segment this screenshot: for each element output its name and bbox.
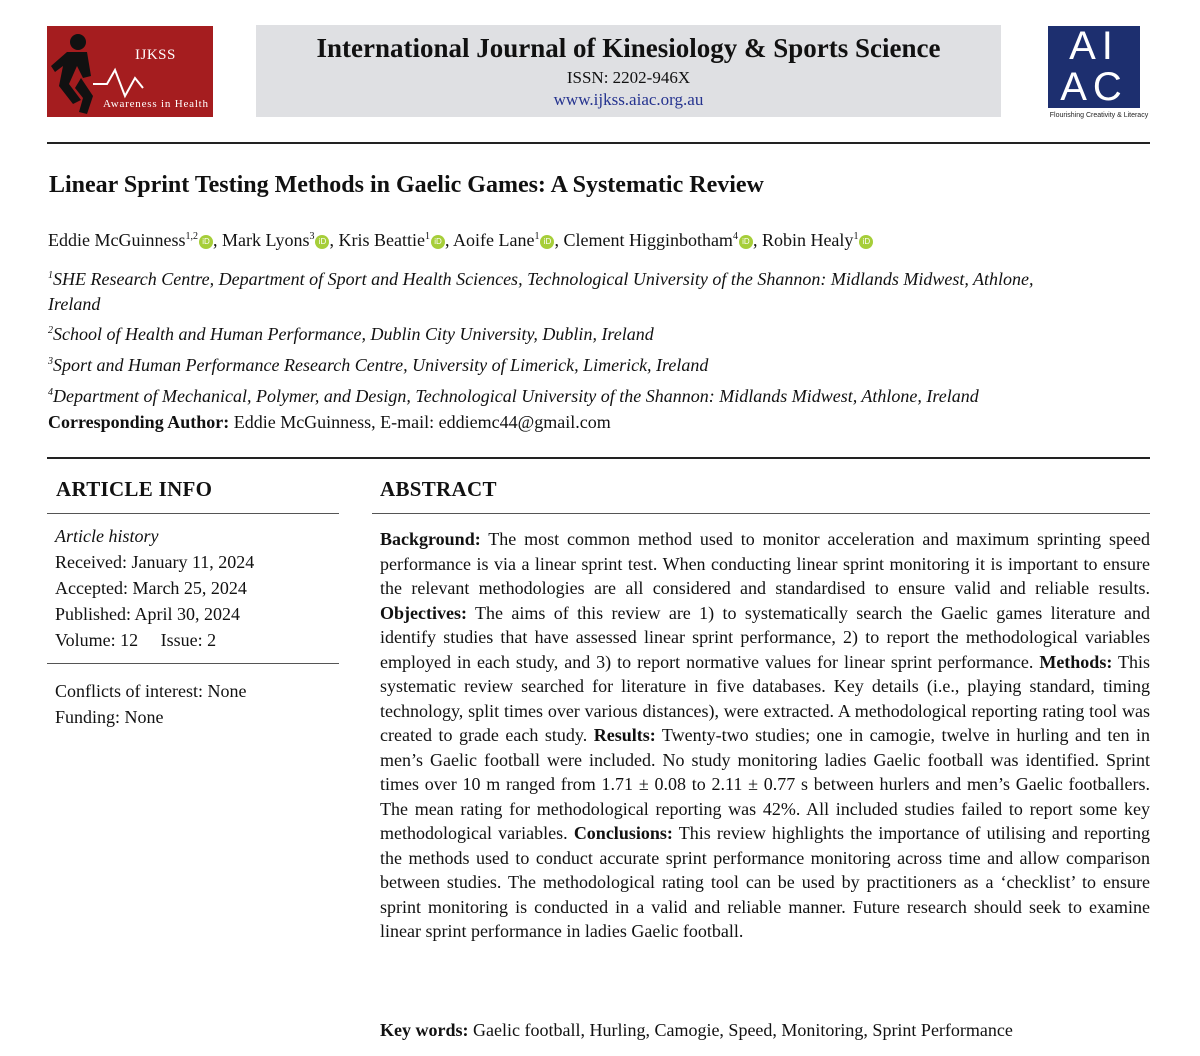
abstract-heading: ABSTRACT bbox=[380, 477, 497, 501]
author bbox=[453, 230, 563, 250]
issue: Issue: 2 bbox=[160, 630, 217, 650]
conclusions-label: Conclusions: bbox=[573, 823, 673, 843]
orcid-icon[interactable]: iD bbox=[199, 235, 213, 249]
author-affiliation: 1 bbox=[853, 231, 859, 242]
author-name: Kris Beattie bbox=[338, 230, 425, 250]
affiliation bbox=[48, 263, 1034, 317]
logo-tagline: Awareness in Health bbox=[103, 98, 209, 110]
author-affiliation: 1 bbox=[424, 231, 430, 242]
author-name: Mark Lyons bbox=[221, 230, 310, 250]
author-separator: , bbox=[444, 230, 453, 250]
abstract-body bbox=[380, 527, 1150, 944]
author bbox=[563, 230, 761, 250]
funding: Funding: None bbox=[55, 707, 164, 727]
affiliation bbox=[48, 318, 654, 347]
author bbox=[338, 230, 453, 250]
background-text: The most common method used to monitor acceleration and maximum sprinting speed performance is via a linear sprint test. When conducting linear sprint monitoring it is important to ensure the relevant methodologies are all considered and standardised to ensure valid and reliable results. bbox=[380, 529, 1150, 598]
author-name: Clement Higginbotham bbox=[563, 230, 733, 250]
journal-header bbox=[256, 25, 1001, 117]
ijkss-logo bbox=[47, 26, 213, 117]
author-name: Aoife Lane bbox=[452, 230, 535, 250]
orcid-icon[interactable]: iD bbox=[540, 235, 554, 249]
aiac-logo-row-1: AI bbox=[1069, 24, 1119, 68]
objectives-label: Objectives: bbox=[380, 602, 467, 623]
section-divider bbox=[47, 457, 1150, 459]
aiac-logo-box bbox=[1048, 26, 1140, 108]
corresponding-author bbox=[48, 412, 611, 433]
aiac-logo bbox=[1044, 24, 1154, 124]
article-info-heading: ARTICLE INFO bbox=[56, 477, 213, 501]
journal-website[interactable]: www.ijkss.aiac.org.au bbox=[553, 90, 704, 109]
conclusions-text: This review highlights the importance of utilising and reporting the methods used to conduct accurate sprint performance monitoring across time and allow comparison between studies. The methodological rating tool can be used by practitioners as a ‘checklist’ to ensure sprint monitoring is conducted in a valid and reliable manner. Future research should seek to examine linear sprint performance in ladies Gaelic football. bbox=[380, 823, 1150, 941]
header-divider bbox=[47, 142, 1150, 144]
author-name: Eddie McGuinness bbox=[48, 230, 186, 250]
abstract-rule bbox=[372, 513, 1150, 514]
accepted-date: Accepted: March 25, 2024 bbox=[55, 578, 247, 598]
author bbox=[762, 230, 874, 250]
affiliation-text: Department of Mechanical, Polymer, and Design, Technological University of the Shannon: Midlands Midwest, Athlone, Ireland bbox=[53, 386, 979, 406]
results-label: Results: bbox=[593, 725, 656, 745]
aiac-tagline: Flourishing Creativity & Literacy bbox=[1049, 112, 1149, 119]
author bbox=[222, 230, 339, 250]
affiliation-text-continued: Ireland bbox=[48, 294, 101, 314]
author-affiliation: 4 bbox=[732, 231, 738, 242]
author-affiliation: 1 bbox=[534, 231, 540, 242]
received-date: Received: January 11, 2024 bbox=[55, 552, 255, 572]
volume-issue bbox=[55, 627, 254, 653]
background-label: Background: bbox=[380, 529, 481, 549]
journal-title: International Journal of Kinesiology & Sports Science bbox=[316, 33, 941, 63]
corresponding-label: Corresponding Author: bbox=[48, 412, 230, 432]
affiliation-number: 3 bbox=[48, 356, 53, 367]
affiliation-text: School of Health and Human Performance, Dublin City University, Dublin, Ireland bbox=[53, 324, 654, 344]
affiliation-number: 2 bbox=[48, 325, 53, 336]
affiliation bbox=[48, 349, 708, 378]
author-separator: , bbox=[329, 230, 339, 250]
author-separator: , bbox=[212, 230, 222, 250]
author-list bbox=[48, 230, 873, 251]
orcid-icon[interactable]: iD bbox=[739, 235, 753, 249]
paper-title: Linear Sprint Testing Methods in Gaelic Games: A Systematic Review bbox=[49, 172, 764, 198]
published-date: Published: April 30, 2024 bbox=[55, 604, 241, 624]
author-name: Robin Healy bbox=[761, 230, 854, 250]
affiliation-text: Sport and Human Performance Research Centre, University of Limerick, Limerick, Ireland bbox=[53, 355, 709, 375]
volume: Volume: 12 bbox=[55, 630, 139, 650]
author-separator: , bbox=[752, 230, 762, 250]
keywords-label: Key words: bbox=[380, 1020, 469, 1040]
orcid-icon[interactable]: iD bbox=[859, 235, 873, 249]
affiliation-number: 1 bbox=[48, 270, 53, 281]
methods-text: This systematic review searched for literature in five databases. Key details (i.e., playing standard, timing technology, split times over various distances), were extracted. A methodological reporting rating tool was created to grade each study. bbox=[380, 651, 1150, 745]
author bbox=[48, 230, 222, 250]
results-text: Twenty-two studies; one in camogie, twelve in hurling and ten in men’s Gaelic football were included. No study monitoring ladies Gaelic football was identified. Sprint times over 10 m ranged from 1.71 ± 0.08 to 2.11 ± 0.77 s between hurlers and men’s Gaelic footballers. The mean rating for methodological reporting was 42%. All included studies failed to report some key methodological variables. bbox=[380, 725, 1150, 843]
author-affiliation: 3 bbox=[309, 231, 315, 242]
logo-acronym: IJKSS bbox=[135, 47, 176, 63]
author-separator: , bbox=[554, 230, 564, 250]
methods-label: Methods: bbox=[1039, 651, 1113, 672]
article-history-label: Article history bbox=[55, 526, 159, 546]
affiliation bbox=[48, 380, 979, 409]
keywords-text: Gaelic football, Hurling, Camogie, Speed, Monitoring, Sprint Performance bbox=[473, 1020, 1013, 1040]
conflicts-of-interest: Conflicts of interest: None bbox=[55, 681, 247, 701]
orcid-icon[interactable]: iD bbox=[431, 235, 445, 249]
declarations bbox=[55, 678, 246, 730]
orcid-icon[interactable]: iD bbox=[315, 235, 329, 249]
corresponding-details: Eddie McGuinness, E-mail: eddiemc44@gmail.com bbox=[233, 412, 611, 432]
article-info-rule bbox=[47, 663, 339, 664]
article-info-rule bbox=[47, 513, 339, 514]
affiliation-number: 4 bbox=[48, 387, 53, 398]
objectives-text: The aims of this review are 1) to systematically search the Gaelic games literature and identify studies that have assessed linear sprint performance, 2) to report the methodological variables employed in each study, and 3) to report normative values for linear sprint performance. bbox=[380, 602, 1150, 672]
affiliation-text: SHE Research Centre, Department of Sport and Health Sciences, Technological University of the Shannon: Midlands Midwest, Athlone, bbox=[53, 269, 1034, 289]
article-history bbox=[55, 523, 254, 653]
author-affiliation: 1,2 bbox=[185, 231, 198, 242]
aiac-logo-row-2: AC bbox=[1060, 65, 1128, 109]
journal-issn: ISSN: 2202-946X bbox=[566, 68, 691, 87]
keywords bbox=[380, 1020, 1013, 1041]
